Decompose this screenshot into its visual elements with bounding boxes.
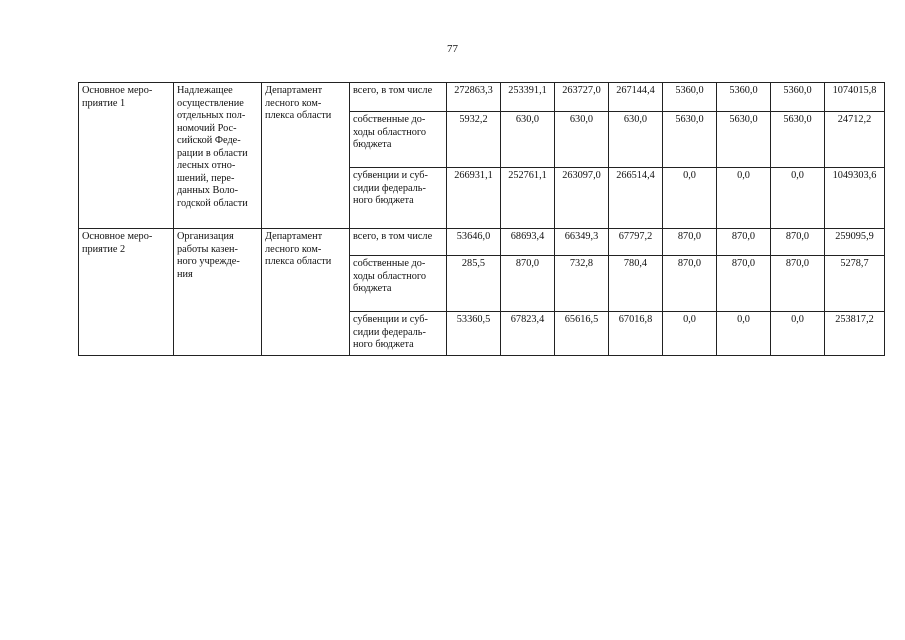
activity-name: Основное меро- приятие 1	[79, 83, 174, 229]
value-cell: 5360,0	[771, 83, 825, 112]
value-cell: 0,0	[663, 168, 717, 229]
funding-source: всего, в том числе	[350, 83, 447, 112]
value-cell: 780,4	[609, 256, 663, 312]
value-cell: 66349,3	[555, 229, 609, 256]
budget-table	[78, 82, 885, 356]
value-cell: 0,0	[717, 168, 771, 229]
value-cell: 0,0	[663, 312, 717, 356]
value-cell: 0,0	[717, 312, 771, 356]
activity-name: Основное меро- приятие 2	[79, 229, 174, 356]
funding-source: собственные до- ходы областного бюджета	[350, 256, 447, 312]
value-cell: 1049303,6	[825, 168, 885, 229]
value-cell: 65616,5	[555, 312, 609, 356]
value-cell: 5932,2	[447, 112, 501, 168]
value-cell: 263097,0	[555, 168, 609, 229]
value-cell: 53360,5	[447, 312, 501, 356]
value-cell: 870,0	[663, 229, 717, 256]
value-cell: 630,0	[609, 112, 663, 168]
table-row	[79, 83, 885, 112]
value-cell: 0,0	[771, 168, 825, 229]
value-cell: 870,0	[717, 256, 771, 312]
value-cell: 68693,4	[501, 229, 555, 256]
value-cell: 267144,4	[609, 83, 663, 112]
funding-source: собственные до- ходы областного бюджета	[350, 112, 447, 168]
value-cell: 870,0	[771, 229, 825, 256]
value-cell: 870,0	[771, 256, 825, 312]
funding-source: субвенции и суб- сидии федераль- ного бюджета	[350, 168, 447, 229]
value-cell: 5360,0	[663, 83, 717, 112]
value-cell: 67016,8	[609, 312, 663, 356]
activity-executor: Департамент лесного ком- плекса области	[262, 83, 350, 229]
table-row	[79, 229, 885, 256]
value-cell: 259095,9	[825, 229, 885, 256]
value-cell: 272863,3	[447, 83, 501, 112]
value-cell: 266514,4	[609, 168, 663, 229]
activity-description: Организация работы казен- ного учрежде- ния	[174, 229, 262, 356]
value-cell: 5630,0	[717, 112, 771, 168]
page-number: 77	[447, 43, 458, 55]
value-cell: 870,0	[663, 256, 717, 312]
value-cell: 263727,0	[555, 83, 609, 112]
value-cell: 0,0	[771, 312, 825, 356]
value-cell: 1074015,8	[825, 83, 885, 112]
value-cell: 24712,2	[825, 112, 885, 168]
value-cell: 253391,1	[501, 83, 555, 112]
value-cell: 5278,7	[825, 256, 885, 312]
value-cell: 285,5	[447, 256, 501, 312]
value-cell: 253817,2	[825, 312, 885, 356]
funding-source: всего, в том числе	[350, 229, 447, 256]
value-cell: 67797,2	[609, 229, 663, 256]
value-cell: 53646,0	[447, 229, 501, 256]
value-cell: 5630,0	[663, 112, 717, 168]
activity-description: Надлежащее осуществление отдельных пол- номочий Рос- сийской Феде- рации в области лесных отно- шений, пере- данных Воло- годской области	[174, 83, 262, 229]
value-cell: 67823,4	[501, 312, 555, 356]
activity-executor: Департамент лесного ком- плекса области	[262, 229, 350, 356]
value-cell: 5630,0	[771, 112, 825, 168]
funding-source: субвенции и суб- сидии федераль- ного бюджета	[350, 312, 447, 356]
value-cell: 5360,0	[717, 83, 771, 112]
value-cell: 870,0	[717, 229, 771, 256]
value-cell: 630,0	[501, 112, 555, 168]
value-cell: 266931,1	[447, 168, 501, 229]
value-cell: 252761,1	[501, 168, 555, 229]
value-cell: 630,0	[555, 112, 609, 168]
value-cell: 732,8	[555, 256, 609, 312]
value-cell: 870,0	[501, 256, 555, 312]
